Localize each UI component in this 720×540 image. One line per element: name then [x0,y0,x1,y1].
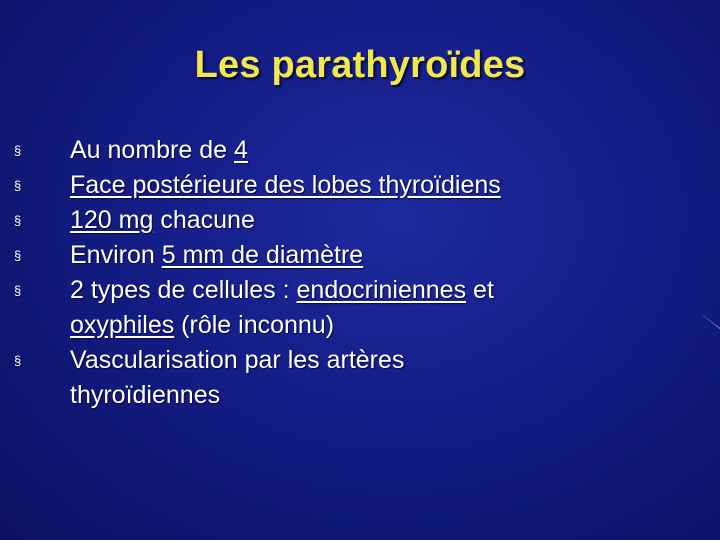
bullet-marker-icon: § [14,178,22,193]
bullet-text: Au nombre de 4 [70,136,248,164]
decorative-light-streak [702,314,720,333]
highlighted-value: endocriniennes [296,276,467,304]
bullet-marker-icon: § [14,248,22,263]
highlighted-value: Face postérieure des lobes thyroïdiens [70,171,501,199]
bullet-marker-icon: § [14,283,22,298]
bullet-text: Environ 5 mm de diamètre [70,241,364,269]
bullet-text: Vascularisation par les artères [70,346,405,374]
highlighted-value: 4 [234,136,248,164]
highlighted-value: 5 mm de diamètre [161,241,364,269]
bullet-text-continued: oxyphiles (rôle inconnu) [70,311,335,339]
highlighted-value: 120 mg [70,206,154,234]
bullet-text: 2 types de cellules : endocriniennes et [70,276,494,304]
bullet-marker-icon: § [14,353,22,368]
bullet-marker-icon: § [14,213,22,228]
bullet-text: 120 mg chacune [70,206,255,234]
bullet-marker-icon: § [14,143,22,158]
bullet-text [70,168,501,203]
highlighted-value: oxyphiles [70,311,175,339]
slide-title: Les parathyroïdes [194,44,526,86]
bullet-text-continued: thyroïdiennes [70,381,221,409]
